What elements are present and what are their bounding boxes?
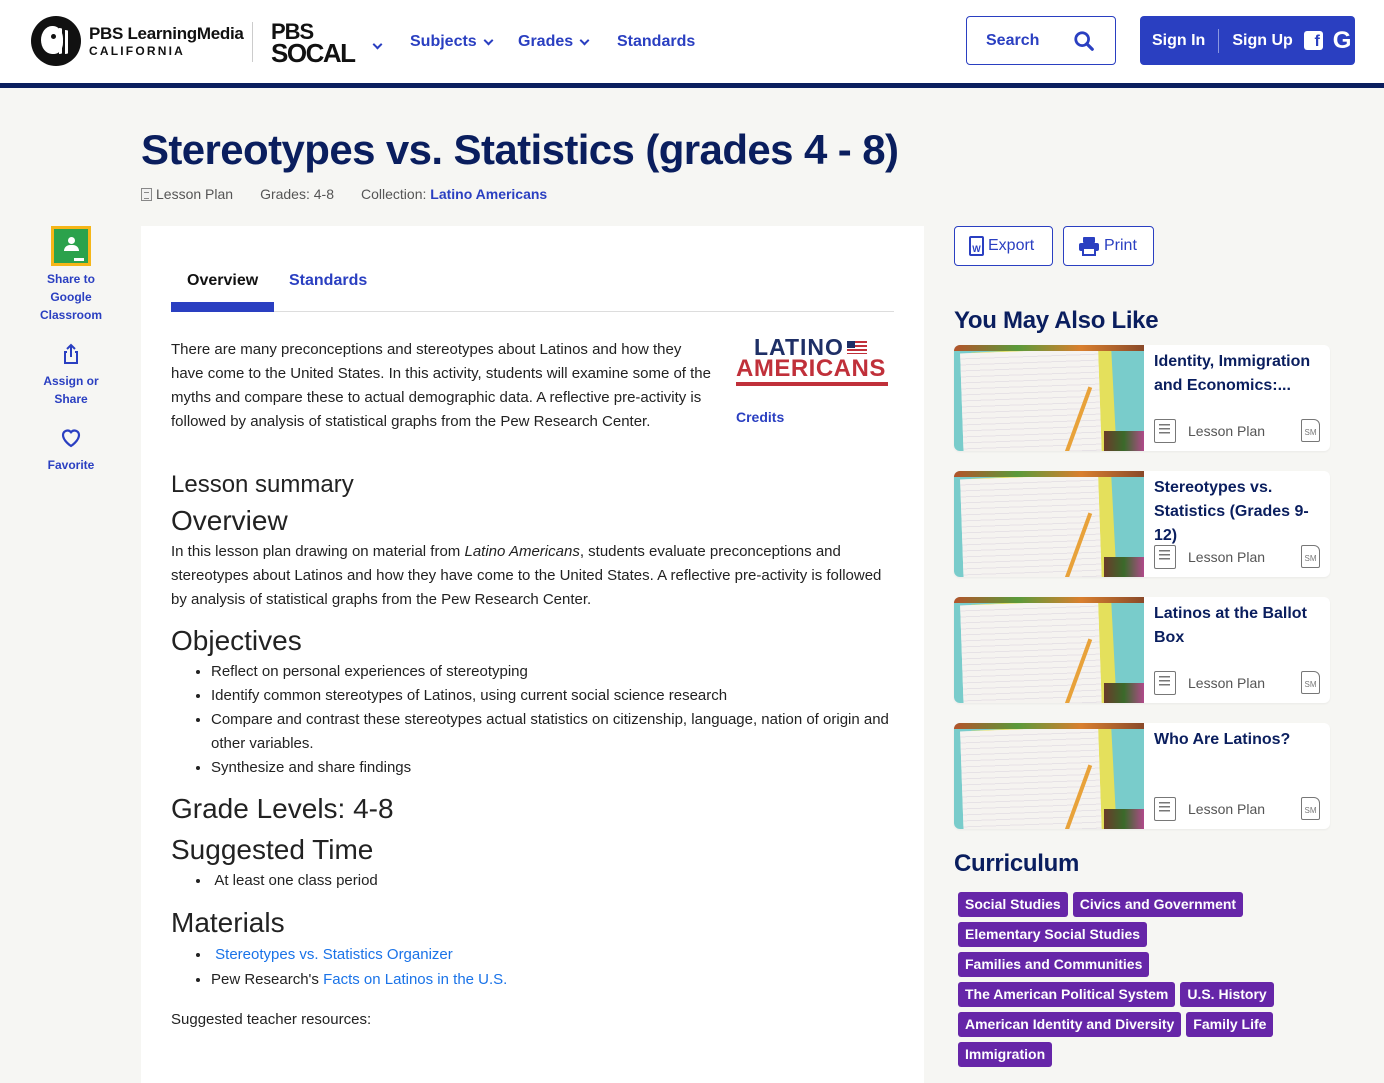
objective-item: • Compare and contrast these stereotypes actual statistics on citizenship, language, nation of origin and other variables. xyxy=(211,708,894,756)
export-button[interactable] xyxy=(954,226,1053,266)
nav-subjects-label: Subjects xyxy=(410,33,477,50)
logo-title: PBS LearningMedia xyxy=(89,24,244,43)
collection-label: Collection: xyxy=(361,186,427,202)
notebook-thumbnail xyxy=(954,471,1144,577)
auth-panel xyxy=(1140,16,1355,65)
tab-standards[interactable]: Standards xyxy=(289,272,368,289)
search-icon xyxy=(1073,30,1095,52)
recommendation-type xyxy=(1154,545,1265,569)
content-tabs xyxy=(171,226,894,312)
chevron-down-icon xyxy=(483,35,493,45)
nav-grades-label: Grades xyxy=(518,33,574,50)
station-dropdown-chevron-icon[interactable] xyxy=(371,36,385,50)
notebook-thumbnail xyxy=(954,345,1144,451)
word-document-icon: W xyxy=(969,236,984,256)
material-item xyxy=(211,943,894,967)
favorite-button[interactable] xyxy=(30,426,112,474)
logo-subtitle: CALIFORNIA xyxy=(89,44,185,58)
recommendation-title: Stereotypes vs. Statistics (Grades 9-12) xyxy=(1154,479,1309,544)
notebook-thumbnail xyxy=(954,723,1144,829)
recommendation-type-label: Lesson Plan xyxy=(1188,801,1266,817)
suggested-time-heading: Suggested Time xyxy=(171,834,374,865)
lesson-body xyxy=(171,470,894,1032)
nav-standards-label: Standards xyxy=(617,33,696,50)
curriculum-tags xyxy=(958,892,1328,1067)
overview-heading: Overview xyxy=(171,505,288,536)
recommendation-type xyxy=(1154,419,1265,443)
station-logo[interactable] xyxy=(271,19,355,68)
overview-text: In this lesson plan drawing on material from Latino Americans, students evaluate preconceptions and stereotypes about Latinos and how they have come to the United States. A reflective pre-activity is followed by analysis of statistical graphs from the Pew Research Center. xyxy=(171,543,882,608)
lesson-plan-icon xyxy=(1154,419,1176,443)
sm-badge-icon: SM xyxy=(1301,419,1320,442)
pbs-heads-icon xyxy=(31,16,81,66)
objectives-heading: Objectives xyxy=(171,625,302,656)
recommendation-card[interactable] xyxy=(954,597,1330,703)
recommendation-card[interactable] xyxy=(954,345,1330,451)
sm-badge-icon: SM xyxy=(1301,545,1320,568)
print-label: Print xyxy=(1104,237,1137,254)
pbs-learningmedia-logo[interactable] xyxy=(31,16,244,66)
assign-share-button[interactable] xyxy=(30,342,112,408)
materials-list xyxy=(171,943,894,992)
material-2-prefix: Pew Research's xyxy=(211,971,324,988)
sign-up-button[interactable]: Sign Up xyxy=(1232,31,1293,49)
nav-grades[interactable] xyxy=(518,33,588,51)
lesson-plan-icon xyxy=(141,188,152,201)
teacher-resources-label: Suggested teacher resources: xyxy=(171,1011,372,1028)
flag-icon xyxy=(847,341,867,354)
objectives-list xyxy=(171,660,894,780)
recommendation-type-label: Lesson Plan xyxy=(1188,549,1266,565)
google-classroom-icon xyxy=(51,226,91,266)
recommendation-title: Latinos at the Ballot Box xyxy=(1154,605,1307,646)
resource-collection xyxy=(361,186,547,202)
curriculum-tag[interactable]: U.S. History xyxy=(1180,982,1273,1007)
recommendation-title: Who Are Latinos? xyxy=(1154,731,1291,748)
curriculum-heading: Curriculum xyxy=(954,850,1080,877)
recommendation-type xyxy=(1154,797,1265,821)
resource-type xyxy=(141,186,233,202)
sm-badge-icon: SM xyxy=(1301,671,1320,694)
resource-type-label: Lesson Plan xyxy=(156,186,234,202)
credits-link[interactable]: Credits xyxy=(736,409,785,425)
recommendation-type-label: Lesson Plan xyxy=(1188,423,1266,439)
latino-americans-logo xyxy=(736,336,888,386)
grade-levels-heading: Grade Levels: 4-8 xyxy=(171,793,394,824)
organizer-link[interactable]: Stereotypes vs. Statistics Organizer xyxy=(211,946,453,963)
recommendation-card[interactable] xyxy=(954,471,1330,577)
pew-facts-link[interactable]: Facts on Latinos in the U.S. xyxy=(323,971,508,988)
lesson-plan-icon xyxy=(1154,671,1176,695)
resource-grades: Grades: 4-8 xyxy=(260,186,334,202)
search-label: Search xyxy=(986,31,1040,49)
sign-in-button[interactable]: Sign In xyxy=(1152,31,1206,49)
lesson-content-card xyxy=(141,226,924,1083)
header-accent-bar xyxy=(0,83,1384,88)
recommendation-type xyxy=(1154,671,1265,695)
action-rail xyxy=(30,226,112,492)
search-button[interactable] xyxy=(966,16,1116,65)
site-header xyxy=(0,0,1384,83)
curriculum-tag[interactable]: Civics and Government xyxy=(1073,892,1243,917)
station-logo-line2: SOCAL xyxy=(271,37,355,68)
printer-icon xyxy=(1078,236,1100,256)
you-may-also-like-heading: You May Also Like xyxy=(954,307,1159,334)
logo-line2: AMERICANS xyxy=(736,358,888,386)
export-label: Export xyxy=(988,237,1035,254)
assign-share-label: Assign or Share xyxy=(43,374,99,406)
notebook-thumbnail xyxy=(954,597,1144,703)
logo-line1: LATINO xyxy=(754,334,844,360)
google-icon[interactable]: G xyxy=(1332,26,1352,54)
tab-overview[interactable]: Overview xyxy=(187,272,259,289)
nav-standards[interactable] xyxy=(617,33,695,51)
page-title: Stereotypes vs. Statistics (grades 4 - 8) xyxy=(141,126,899,173)
share-google-classroom-button[interactable] xyxy=(30,226,112,324)
facebook-icon[interactable]: f xyxy=(1304,31,1323,50)
recommendation-card[interactable] xyxy=(954,723,1330,829)
auth-divider xyxy=(1218,29,1219,53)
objective-item: • Synthesize and share findings xyxy=(211,756,894,780)
lesson-summary-heading: Lesson summary xyxy=(171,471,354,498)
logo-divider xyxy=(252,22,253,62)
resource-meta xyxy=(141,186,547,202)
intro-description: There are many preconceptions and stereotypes about Latinos and how they have come to the United States. In this activity, students will examine some of the myths and compare these to actual demographic data. A reflective pre-activity is followed by analysis of statistical graphs from the Pew Research Center. xyxy=(171,341,711,430)
share-google-classroom-label: Share to Google Classroom xyxy=(39,272,103,322)
curriculum-tag[interactable]: Families and Communities xyxy=(958,952,1149,977)
recommendation-title: Identity, Immigration and Economics:... xyxy=(1154,353,1311,394)
materials-heading: Materials xyxy=(171,907,285,938)
curriculum-tag[interactable]: Immigration xyxy=(958,1042,1052,1067)
chevron-down-icon xyxy=(580,35,590,45)
heart-icon xyxy=(59,426,83,450)
active-tab-indicator xyxy=(171,302,274,312)
recommendation-type-label: Lesson Plan xyxy=(1188,675,1266,691)
sm-badge-icon: SM xyxy=(1301,797,1320,820)
share-icon xyxy=(59,342,83,366)
curriculum-tag[interactable]: Social Studies xyxy=(958,892,1068,917)
nav-subjects[interactable] xyxy=(410,33,492,51)
curriculum-tag[interactable]: Family Life xyxy=(1186,1012,1273,1037)
objective-item: • Identify common stereotypes of Latinos, using current social science research xyxy=(211,684,894,708)
favorite-label: Favorite xyxy=(47,458,95,472)
material-item xyxy=(211,968,894,992)
print-button[interactable] xyxy=(1063,226,1154,266)
suggested-time-item: • At least one class period xyxy=(211,869,894,893)
curriculum-tag[interactable]: Elementary Social Studies xyxy=(958,922,1147,947)
collection-link[interactable]: Latino Americans xyxy=(430,186,548,202)
suggested-time-list xyxy=(171,869,894,893)
curriculum-tag[interactable]: The American Political System xyxy=(958,982,1175,1007)
station-logo-line1: PBS xyxy=(271,19,314,44)
curriculum-tag[interactable]: American Identity and Diversity xyxy=(958,1012,1181,1037)
lesson-plan-icon xyxy=(1154,545,1176,569)
lesson-plan-icon xyxy=(1154,797,1176,821)
objective-item: • Reflect on personal experiences of stereotyping xyxy=(211,660,894,684)
